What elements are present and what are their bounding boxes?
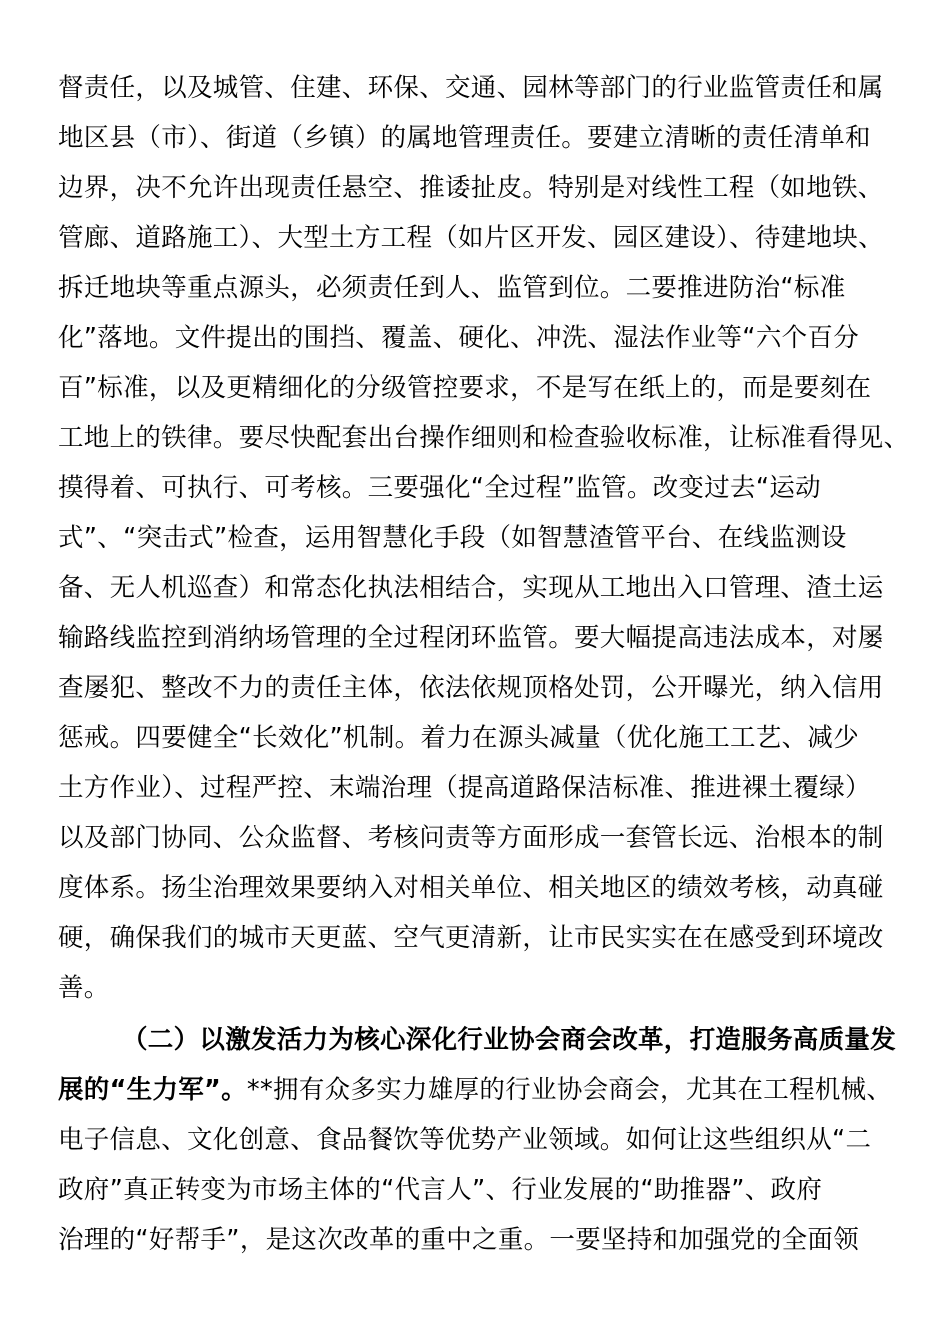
section-heading-line-2 [0,1070,950,1120]
body-line-22: 电子信息、文化创意、食品餐饮等优势产业领域。如何让这些组织从“二 [58,1125,872,1155]
body-line-6: 化”落地。文件提出的围挡、覆盖、硬化、冲洗、湿法作业等“六个百分 [58,323,860,353]
body-line-7: 百”标准，以及更精细化的分级管控要求，不是写在纸上的，而是要刻在 [58,373,872,403]
body-line-14: 惩戒。四要健全“长效化”机制。着力在源头减量（优化施工工艺、减少 [58,723,860,753]
body-line-18: 硬，确保我们的城市天更蓝、空气更清新，让市民实实在在感受到环境改 [58,923,884,953]
body-line-9: 摸得着、可执行、可考核。三要强化“全过程”监管。改变过去“运动 [58,473,821,503]
section-heading-line-1: （二）以激发活力为核心深化行业协会商会改革，打造服务高质量发 [122,1025,897,1055]
body-line-3: 边界，决不允许出现责任悬空、推诿扯皮。特别是对线性工程（如地铁、 [58,173,884,203]
body-line-17: 度体系。扬尘治理效果要纳入对相关单位、相关地区的绩效考核，动真碰 [58,873,884,903]
body-line-1: 督责任，以及城管、住建、环保、交通、园林等部门的行业监管责任和属 [58,73,884,103]
body-line-11: 备、无人机巡查）和常态化执法相结合，实现从工地出入口管理、渣土运 [58,573,884,603]
body-line-4: 管廊、道路施工）、大型土方工程（如片区开发、园区建设）、待建地块、 [58,223,884,253]
document-body [0,68,950,1270]
body-line-23: 政府”真正转变为市场主体的“代言人”、行业发展的“助推器”、政府 [58,1175,823,1205]
section-body-start: **拥有众多实力雄厚的行业协会商会，尤其在工程机械、 [246,1075,893,1105]
section-heading-bold-tail: 展的“生力军”。 [58,1075,247,1105]
body-line-13: 查屡犯、整改不力的责任主体，依法依规顶格处罚，公开曝光，纳入信用 [58,673,884,703]
body-line-8: 工地上的铁律。要尽快配套出台操作细则和检查验收标准，让标准看得见、 [58,423,910,453]
body-line-15: 土方作业）、过程严控、末端治理（提高道路保洁标准、推进裸土覆绿） [58,773,871,803]
body-line-24: 治理的“好帮手”，是这次改革的重中之重。一要坚持和加强党的全面领 [58,1225,860,1255]
body-line-12: 输路线监控到消纳场管理的全过程闭环监管。要大幅提高违法成本，对屡 [58,623,884,653]
body-line-10: 式”、“突击式”检查，运用智慧化手段（如智慧渣管平台、在线监测设 [58,523,847,553]
body-line-16: 以及部门协同、公众监督、考核问责等方面形成一套管长远、治根本的制 [58,823,884,853]
body-line-5: 拆迁地块等重点源头，必须责任到人、监管到位。二要推进防治“标准 [58,273,846,303]
body-line-19: 善。 [58,973,110,1003]
body-line-2: 地区县（市）、街道（乡镇）的属地管理责任。要建立清晰的责任清单和 [58,123,871,153]
